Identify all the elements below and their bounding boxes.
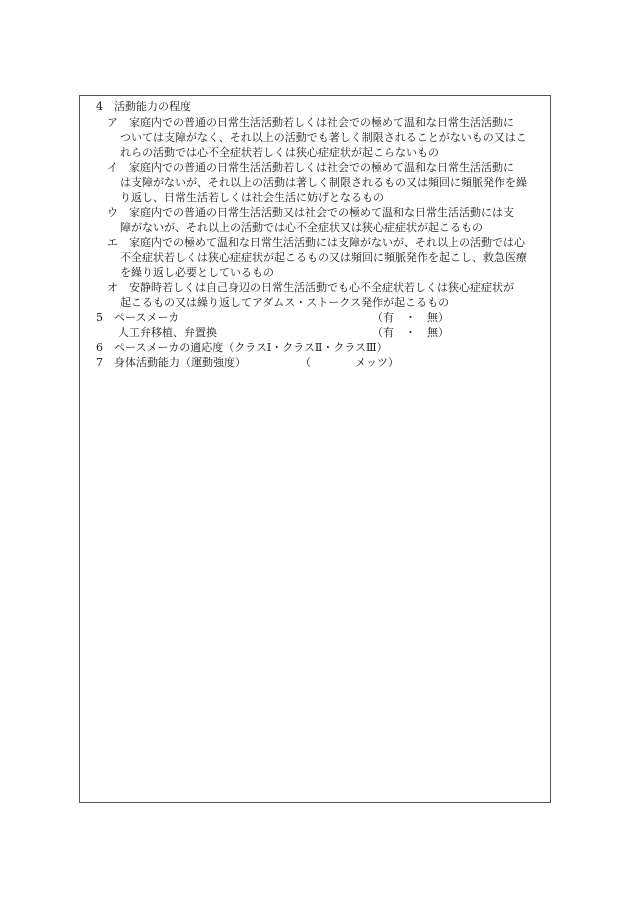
option-i-label: イ <box>107 161 118 174</box>
section5-valve-label: 人工弁移植、弁置換 <box>118 326 217 339</box>
section7-mets-field: （ メッツ） <box>300 356 399 369</box>
option-e-line-2: 不全症状若しくは狭心症症状が起こるもの又は頻回に頻脈発作を起こし、救急医療 <box>120 251 527 264</box>
section7-activity-label: 7 身体活動能力（運動強度） <box>96 356 246 369</box>
section5-pacemaker-label: 5 ペースメーカ <box>96 311 180 324</box>
option-o-line-1: 安静時若しくは自己身辺の日常生活活動でも心不全症状若しくは狭心症症状が <box>129 281 514 294</box>
option-i-line-2: は支障がないが、それ以上の活動は著しく制限されるもの又は頻回に頻脈発作を繰 <box>120 176 527 189</box>
option-a-line-2: ついては支障がなく、それ以上の活動でも著しく制限されることがないもの又はこ <box>120 131 527 144</box>
section6-pacemaker-class: 6 ペースメーカの適応度（クラスⅠ・クラスⅡ・クラスⅢ） <box>96 341 388 354</box>
section5-valve-choice: （有 ・ 無） <box>372 326 449 339</box>
option-u-label: ウ <box>107 206 118 219</box>
option-i-line-3: り返し、日常生活若しくは社会生活に妨げとなるもの <box>120 191 384 204</box>
option-u-line-1: 家庭内での普通の日常生活活動又は社会での極めて温和な日常生活活動には支 <box>129 206 514 219</box>
option-e-line-1: 家庭内での極めて温和な日常生活活動には支障がないが、それ以上の活動では心 <box>129 236 525 249</box>
section5-pacemaker-choice: （有 ・ 無） <box>372 311 449 324</box>
option-i-line-1: 家庭内での普通の日常生活活動若しくは社会での極めて温和な日常生活活動に <box>129 161 514 174</box>
option-a-label: ア <box>107 116 118 129</box>
option-a-line-1: 家庭内での普通の日常生活活動若しくは社会での極めて温和な日常生活活動に <box>129 116 514 129</box>
option-o-line-2: 起こるもの又は繰り返してアダムス・ストークス発作が起こるもの <box>120 296 450 309</box>
option-u-line-2: 障がないが、それ以上の活動では心不全症状又は狭心症症状が起こるもの <box>120 221 483 234</box>
option-a-line-3: れらの活動では心不全症状若しくは狭心症症状が起こらないもの <box>120 146 439 159</box>
option-e-line-3: を繰り返し必要としているもの <box>120 266 274 279</box>
section4-heading: 4 活動能力の程度 <box>96 100 191 113</box>
option-e-label: エ <box>107 236 118 249</box>
option-o-label: オ <box>107 281 118 294</box>
